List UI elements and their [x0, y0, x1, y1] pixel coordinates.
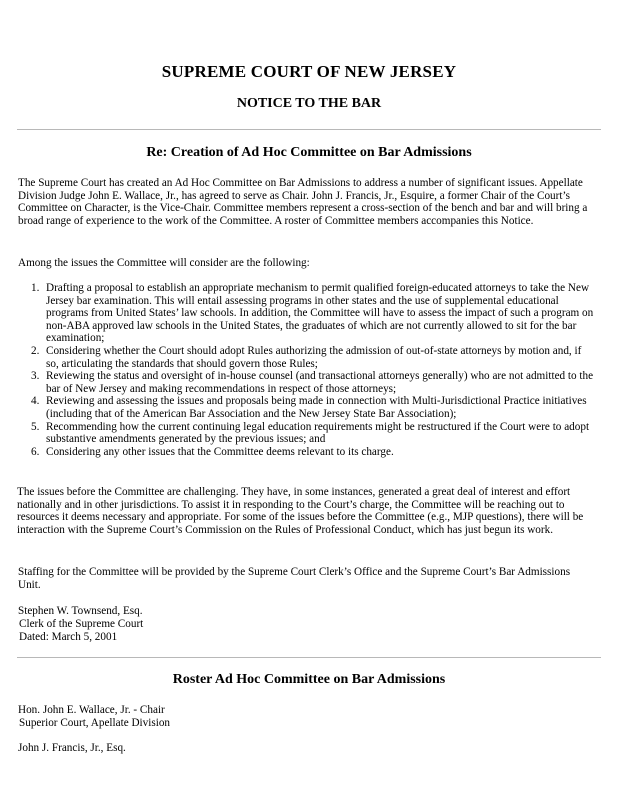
divider	[17, 129, 601, 130]
signature-date: Dated: March 5, 2001	[19, 630, 118, 643]
notice-title: NOTICE TO THE BAR	[236, 96, 382, 111]
signature-block	[18, 605, 143, 643]
signature-name: Stephen W. Townsend, Esq.	[18, 605, 143, 617]
challenges-paragraph: The issues before the Committee are challenging. They have, in some instances, generated a great deal of interest and effort nationally and in other jurisdictions. To assist it in responding to the Court’s charge, the Committee will be reaching out to resources it deems necessary and appropriate. For some of the issues before the Committee (e.g., MJP questions), there will be interaction with the Supreme Court’s Commission on the Rules of Professional Conduct, which has just begun its work.	[17, 486, 584, 536]
issues-list	[0, 282, 600, 458]
list-item	[0, 282, 600, 345]
list-item-number: 2.	[31, 344, 40, 357]
list-item-number: 5.	[31, 420, 40, 433]
staffing-paragraph: Staffing for the Committee will be provided by the Supreme Court Clerk’s Office and the Supreme Court’s Bar Admissions Unit.	[18, 566, 571, 591]
roster-chair	[18, 704, 170, 730]
list-item-number: 3.	[31, 370, 40, 383]
list-item	[0, 395, 600, 420]
list-item	[0, 345, 600, 370]
list-item-text: Reviewing and assessing the issues and proposals being made in connection with Multi-Jurisdictional Practice initiatives (including that of the American Bar Association and the New Jersey State Bar Association);	[46, 395, 587, 420]
signature-title: Clerk of the Supreme Court	[19, 617, 144, 630]
list-item-number: 6.	[31, 445, 40, 458]
roster-member-name: John J. Francis, Jr., Esq.	[18, 742, 126, 754]
list-item-text: Considering any other issues that the Committee deems relevant to its charge.	[46, 445, 394, 458]
roster-member	[18, 742, 126, 755]
list-item	[0, 421, 600, 446]
roster-chair-court: Superior Court, Apellate Division	[19, 716, 171, 729]
list-item-number: 4.	[31, 395, 40, 408]
roster-heading: Roster Ad Hoc Committee on Bar Admissions	[172, 672, 446, 687]
list-item	[0, 446, 600, 459]
list-item-text: Drafting a proposal to establish an appropriate mechanism to permit qualified foreign-educated attorneys to take the New Jersey bar examination. This will entail assessing programs in other states and the use of supplemental educational programs from United States’ law schools. In addition, the Committee will have to assess the impact of such a program on non-ABA approved law schools in the United States, the graduates of which are not currently allowed to sit for the bar examination;	[46, 282, 594, 345]
issues-intro: Among the issues the Committee will consider are the following:	[18, 257, 310, 269]
roster-chair-name: Hon. John E. Wallace, Jr. - Chair	[18, 704, 165, 716]
court-title: SUPREME COURT OF NEW JERSEY	[161, 62, 457, 81]
list-item-number: 1.	[31, 282, 40, 294]
list-item-text: Recommending how the current continuing legal education requirements might be restructured if the Court were to adopt substantive amendments generated by the previous issues; and	[46, 420, 590, 446]
intro-paragraph: The Supreme Court has created an Ad Hoc Committee on Bar Admissions to address a number of significant issues. Appellate Division Judge John E. Wallace, Jr., has agreed to serve as Chair. John J. Francis, Jr., Esquire, a former Chair of the Court’s Committee on Character, is the Vice-Chair. Committee members represent a cross-section of the bench and bar and will bring a broad range of experience to the work of the Committee. A roster of Committee members accompanies this Notice.	[18, 177, 588, 227]
list-item	[0, 370, 600, 395]
divider	[17, 657, 601, 658]
subject-heading: Re: Creation of Ad Hoc Committee on Bar Admissions	[146, 145, 472, 160]
list-item-text: Considering whether the Court should adopt Rules authorizing the admission of out-of-state attorneys by motion and, if so, articulating the standards that should govern those Rules;	[46, 344, 582, 370]
list-item-text: Reviewing the status and oversight of in-house counsel (and transactional attorneys generally) who are not admitted to the bar of New Jersey and making recommendations in respect of those attorneys;	[46, 370, 594, 395]
